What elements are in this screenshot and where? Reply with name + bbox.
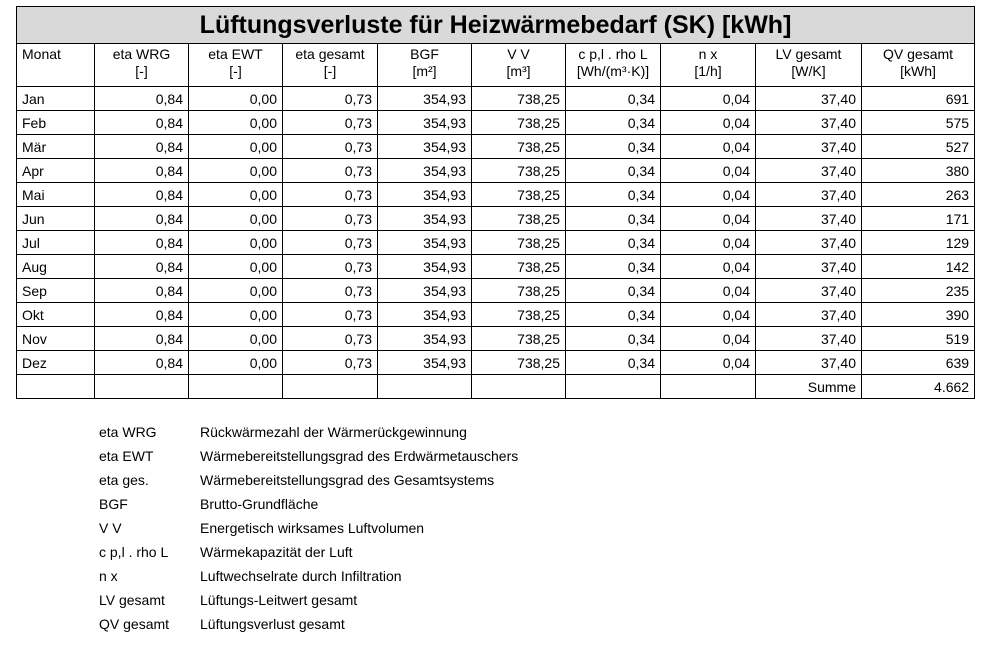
value-cell: 354,93: [378, 135, 472, 159]
value-cell: 738,25: [472, 327, 566, 351]
legend-abbreviation: c p,l . rho L: [99, 544, 169, 560]
value-cell: 738,25: [472, 87, 566, 111]
value-cell: 0,00: [189, 255, 283, 279]
table-row: [17, 279, 975, 303]
value-cell: 142: [862, 255, 975, 279]
value-cell: 738,25: [472, 351, 566, 375]
column-header-unit: [m³]: [506, 63, 531, 79]
column-header-v-v: [472, 44, 566, 87]
value-cell: 0,34: [566, 231, 661, 255]
value-cell: 0,00: [189, 111, 283, 135]
month-cell: Jun: [17, 207, 95, 231]
value-cell: 0,00: [189, 351, 283, 375]
value-cell: 0,04: [661, 327, 756, 351]
value-cell: 37,40: [756, 303, 862, 327]
empty-cell: [566, 375, 661, 399]
summary-value: 4.662: [862, 375, 975, 399]
table-row: [17, 111, 975, 135]
month-cell: Sep: [17, 279, 95, 303]
value-cell: 0,04: [661, 87, 756, 111]
value-cell: 37,40: [756, 231, 862, 255]
value-cell: 0,73: [283, 111, 378, 135]
value-cell: 738,25: [472, 159, 566, 183]
value-cell: 0,84: [95, 255, 189, 279]
value-cell: 639: [862, 351, 975, 375]
value-cell: 519: [862, 327, 975, 351]
value-cell: 0,34: [566, 135, 661, 159]
legend-description: Wärmebereitstellungsgrad des Erdwärmetauschers: [200, 448, 519, 464]
value-cell: 354,93: [378, 231, 472, 255]
abbreviation-legend: [99, 420, 518, 636]
value-cell: 37,40: [756, 135, 862, 159]
month-cell: Nov: [17, 327, 95, 351]
value-cell: 37,40: [756, 183, 862, 207]
legend-item: [99, 516, 518, 540]
summary-label: Summe: [756, 375, 862, 399]
value-cell: 0,34: [566, 279, 661, 303]
month-cell: Jan: [17, 87, 95, 111]
value-cell: 738,25: [472, 135, 566, 159]
legend-description: Lüftungsverlust gesamt: [200, 616, 345, 632]
empty-cell: [17, 375, 95, 399]
value-cell: 0,00: [189, 207, 283, 231]
table-row: [17, 207, 975, 231]
column-header-label: Monat: [22, 46, 61, 62]
column-header-unit: [1/h]: [694, 63, 722, 79]
value-cell: 0,34: [566, 87, 661, 111]
column-header-unit: [-]: [323, 63, 337, 79]
value-cell: 0,34: [566, 207, 661, 231]
value-cell: 0,84: [95, 159, 189, 183]
value-cell: 0,04: [661, 255, 756, 279]
value-cell: 0,34: [566, 327, 661, 351]
value-cell: 0,34: [566, 159, 661, 183]
value-cell: 0,73: [283, 135, 378, 159]
value-cell: 0,04: [661, 303, 756, 327]
value-cell: 0,00: [189, 159, 283, 183]
value-cell: 0,04: [661, 135, 756, 159]
legend-abbreviation: V V: [99, 520, 122, 536]
legend-description: Brutto-Grundfläche: [200, 496, 319, 512]
value-cell: 354,93: [378, 87, 472, 111]
value-cell: 738,25: [472, 255, 566, 279]
legend-description: Wärmekapazität der Luft: [200, 544, 353, 560]
legend-description: Lüftungs-Leitwert gesamt: [200, 592, 358, 608]
value-cell: 235: [862, 279, 975, 303]
value-cell: 37,40: [756, 87, 862, 111]
legend-abbreviation: n x: [99, 568, 118, 584]
value-cell: 0,00: [189, 135, 283, 159]
column-header-label: QV gesamt: [883, 46, 954, 62]
value-cell: 738,25: [472, 111, 566, 135]
value-cell: 0,84: [95, 231, 189, 255]
table-row: [17, 327, 975, 351]
value-cell: 575: [862, 111, 975, 135]
column-header-monat: [17, 44, 95, 87]
value-cell: 37,40: [756, 159, 862, 183]
value-cell: 0,84: [95, 279, 189, 303]
value-cell: 37,40: [756, 279, 862, 303]
value-cell: 129: [862, 231, 975, 255]
value-cell: 354,93: [378, 159, 472, 183]
value-cell: 0,73: [283, 207, 378, 231]
value-cell: 0,84: [95, 351, 189, 375]
value-cell: 738,25: [472, 183, 566, 207]
value-cell: 37,40: [756, 351, 862, 375]
column-header-c-p-l-rho-l: [566, 44, 661, 87]
legend-item: [99, 588, 518, 612]
column-header-lv-gesamt: [756, 44, 862, 87]
value-cell: 37,40: [756, 255, 862, 279]
value-cell: 0,04: [661, 183, 756, 207]
table-title: Lüftungsverluste für Heizwärmebedarf (SK) [kWh]: [17, 7, 975, 44]
column-header-unit: [W/K]: [791, 63, 826, 79]
column-header-unit: [-]: [135, 63, 148, 79]
value-cell: 0,73: [283, 255, 378, 279]
column-header-label: LV gesamt: [775, 46, 842, 62]
column-header-n-x: [661, 44, 756, 87]
table-row: [17, 183, 975, 207]
column-header-eta-ewt: [189, 44, 283, 87]
value-cell: 0,84: [95, 327, 189, 351]
value-cell: 0,73: [283, 159, 378, 183]
column-header-label: eta gesamt: [295, 46, 365, 62]
value-cell: 0,84: [95, 207, 189, 231]
legend-description: Wärmebereitstellungsgrad des Gesamtsystems: [200, 472, 495, 488]
column-header-unit: [kWh]: [900, 63, 936, 79]
column-header-unit: [-]: [229, 63, 242, 79]
empty-cell: [378, 375, 472, 399]
value-cell: 738,25: [472, 231, 566, 255]
table-row: [17, 87, 975, 111]
value-cell: 0,84: [95, 111, 189, 135]
value-cell: 0,00: [189, 327, 283, 351]
value-cell: 0,00: [189, 87, 283, 111]
legend-item: [99, 540, 518, 564]
empty-cell: [189, 375, 283, 399]
value-cell: 0,00: [189, 303, 283, 327]
value-cell: 0,84: [95, 183, 189, 207]
value-cell: 354,93: [378, 303, 472, 327]
value-cell: 0,34: [566, 303, 661, 327]
table-row: [17, 351, 975, 375]
value-cell: 354,93: [378, 111, 472, 135]
ventilation-loss-table: [16, 6, 975, 399]
value-cell: 37,40: [756, 111, 862, 135]
value-cell: 527: [862, 135, 975, 159]
value-cell: 0,04: [661, 351, 756, 375]
empty-cell: [661, 375, 756, 399]
value-cell: 738,25: [472, 207, 566, 231]
value-cell: 354,93: [378, 255, 472, 279]
value-cell: 738,25: [472, 279, 566, 303]
value-cell: 738,25: [472, 303, 566, 327]
month-cell: Mai: [17, 183, 95, 207]
column-header-label: n x: [698, 46, 718, 62]
value-cell: 37,40: [756, 207, 862, 231]
value-cell: 0,34: [566, 351, 661, 375]
value-cell: 171: [862, 207, 975, 231]
column-header-label: eta EWT: [208, 46, 263, 62]
empty-cell: [283, 375, 378, 399]
header-row: [17, 44, 975, 87]
empty-cell: [95, 375, 189, 399]
table-row: [17, 303, 975, 327]
legend-abbreviation: eta EWT: [99, 448, 154, 464]
value-cell: 0,73: [283, 231, 378, 255]
column-header-label: c p,l . rho L: [578, 46, 648, 62]
table-row: [17, 159, 975, 183]
empty-cell: [472, 375, 566, 399]
value-cell: 0,84: [95, 303, 189, 327]
value-cell: 0,04: [661, 111, 756, 135]
month-cell: Apr: [17, 159, 95, 183]
month-cell: Feb: [17, 111, 95, 135]
column-header-label: BGF: [410, 46, 439, 62]
value-cell: 0,04: [661, 207, 756, 231]
legend-item: [99, 492, 518, 516]
table-row: [17, 135, 975, 159]
legend-abbreviation: eta ges.: [99, 472, 149, 488]
value-cell: 354,93: [378, 183, 472, 207]
value-cell: 691: [862, 87, 975, 111]
value-cell: 0,73: [283, 183, 378, 207]
value-cell: 0,73: [283, 87, 378, 111]
legend-abbreviation: eta WRG: [99, 424, 157, 440]
month-cell: Okt: [17, 303, 95, 327]
summary-row: [17, 375, 975, 399]
legend-item: [99, 468, 518, 492]
value-cell: 354,93: [378, 207, 472, 231]
legend-description: Luftwechselrate durch Infiltration: [200, 568, 402, 584]
value-cell: 0,34: [566, 111, 661, 135]
value-cell: 0,84: [95, 87, 189, 111]
legend-item: [99, 612, 518, 636]
column-header-qv-gesamt: [862, 44, 975, 87]
column-header-unit: [Wh/(m³·K)]: [576, 63, 650, 79]
month-cell: Jul: [17, 231, 95, 255]
value-cell: 0,00: [189, 183, 283, 207]
value-cell: 390: [862, 303, 975, 327]
column-header-eta-gesamt: [283, 44, 378, 87]
value-cell: 0,04: [661, 159, 756, 183]
value-cell: 0,73: [283, 279, 378, 303]
value-cell: 380: [862, 159, 975, 183]
column-header-label: V V: [507, 46, 530, 62]
title-row: [17, 7, 975, 44]
month-cell: Mär: [17, 135, 95, 159]
column-header-bgf: [378, 44, 472, 87]
table-row: [17, 255, 975, 279]
legend-description: Rückwärmezahl der Wärmerückgewinnung: [200, 424, 467, 440]
value-cell: 263: [862, 183, 975, 207]
legend-abbreviation: BGF: [99, 496, 128, 512]
legend-description: Energetisch wirksames Luftvolumen: [200, 520, 425, 536]
legend-item: [99, 444, 518, 468]
value-cell: 354,93: [378, 327, 472, 351]
legend-item: [99, 564, 518, 588]
table-row: [17, 231, 975, 255]
value-cell: 0,34: [566, 183, 661, 207]
column-header-eta-wrg: [95, 44, 189, 87]
value-cell: 354,93: [378, 279, 472, 303]
value-cell: 354,93: [378, 351, 472, 375]
value-cell: 37,40: [756, 327, 862, 351]
month-cell: Aug: [17, 255, 95, 279]
value-cell: 0,73: [283, 351, 378, 375]
value-cell: 0,73: [283, 303, 378, 327]
table-body: [17, 87, 975, 399]
column-header-unit: [m²]: [412, 63, 437, 79]
column-header-label: eta WRG: [112, 46, 171, 62]
legend-abbreviation: QV gesamt: [99, 616, 170, 632]
legend-item: [99, 420, 518, 444]
value-cell: 0,34: [566, 255, 661, 279]
value-cell: 0,04: [661, 231, 756, 255]
value-cell: 0,73: [283, 327, 378, 351]
value-cell: 0,00: [189, 279, 283, 303]
value-cell: 0,84: [95, 135, 189, 159]
month-cell: Dez: [17, 351, 95, 375]
value-cell: 0,04: [661, 279, 756, 303]
value-cell: 0,00: [189, 231, 283, 255]
legend-abbreviation: LV gesamt: [99, 592, 165, 608]
